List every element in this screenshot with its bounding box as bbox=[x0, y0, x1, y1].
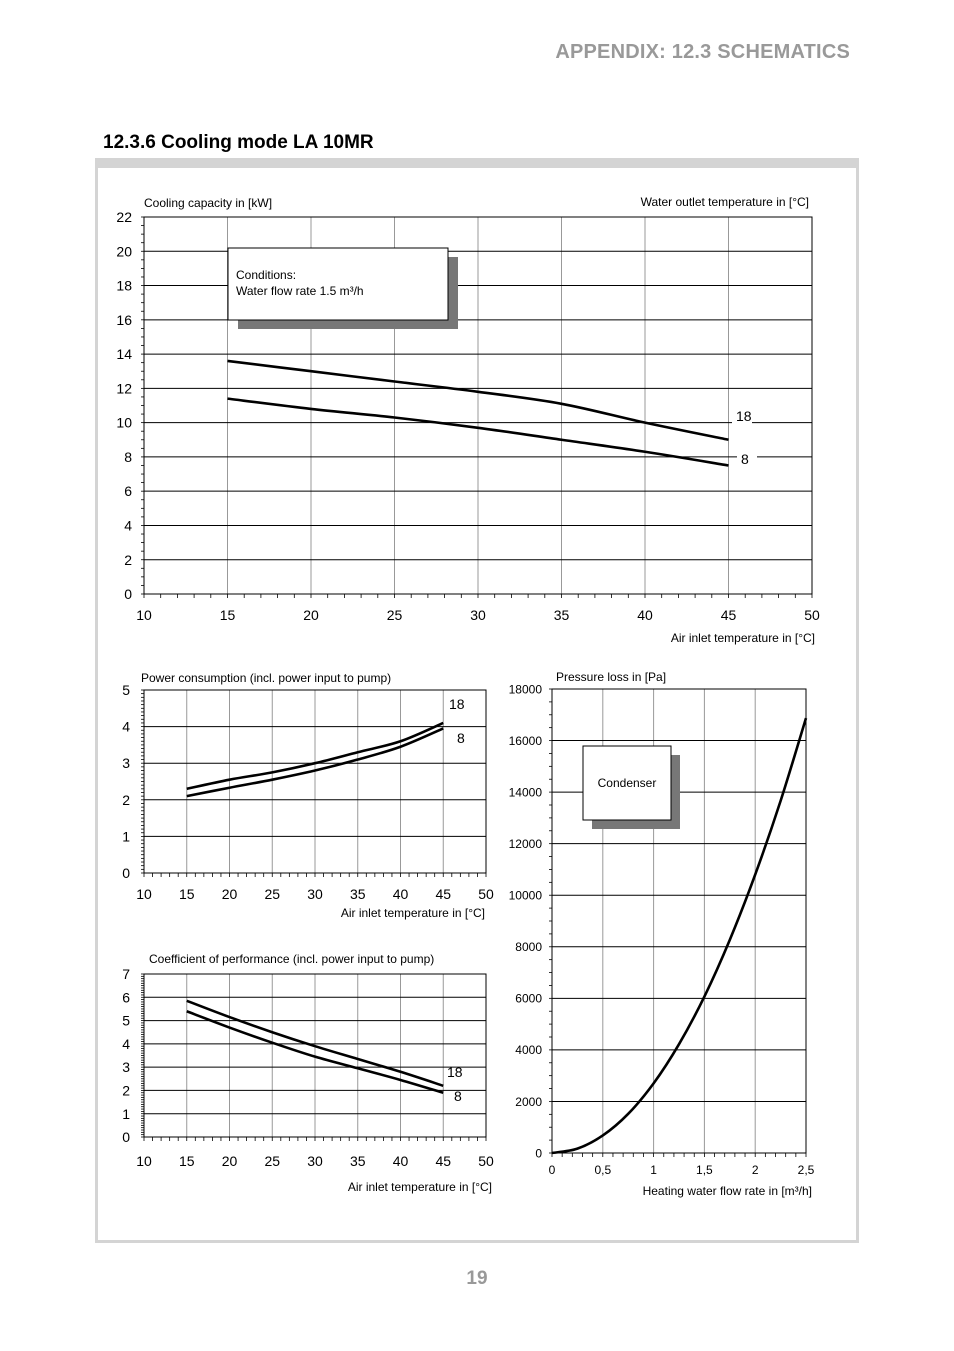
x-tick-label: 20 bbox=[303, 607, 319, 623]
y-tick-label: 2 bbox=[122, 791, 130, 808]
page-number: 19 bbox=[466, 1268, 488, 1289]
x-tick-label: 50 bbox=[804, 607, 820, 623]
y-tick-label: 4 bbox=[122, 1035, 130, 1052]
x-tick-label: 35 bbox=[553, 607, 570, 623]
x-tick-label: 2,5 bbox=[797, 1163, 815, 1177]
x-tick-label: 20 bbox=[221, 1153, 238, 1169]
series-label: 8 bbox=[454, 1088, 462, 1104]
y-tick-label: 6000 bbox=[515, 991, 542, 1006]
y-tick-label: 22 bbox=[116, 209, 132, 226]
y-tick-label: 14000 bbox=[508, 785, 542, 800]
y-tick-label: 0 bbox=[535, 1146, 542, 1161]
x-tick-label: 45 bbox=[435, 886, 452, 902]
y-tick-label: 0 bbox=[124, 586, 132, 603]
y-tick-label: 16 bbox=[116, 311, 132, 328]
x-tick-label: 10 bbox=[136, 886, 152, 902]
series-label: 18 bbox=[449, 696, 465, 712]
y-tick-label: 7 bbox=[122, 966, 130, 983]
x-tick-label: 10 bbox=[136, 1153, 152, 1169]
y-axis-label: Power consumption (incl. power input to pump) bbox=[141, 671, 392, 685]
y-tick-label: 5 bbox=[122, 1012, 130, 1029]
y-tick-label: 14 bbox=[116, 346, 132, 363]
x-tick-label: 10 bbox=[136, 607, 152, 623]
x-axis-label: Air inlet temperature in [°C] bbox=[670, 631, 815, 645]
x-tick-label: 15 bbox=[219, 607, 236, 623]
x-tick-label: 40 bbox=[637, 607, 653, 623]
x-tick-label: 35 bbox=[349, 886, 366, 902]
x-tick-label: 40 bbox=[392, 886, 409, 902]
note-text: Conditions: bbox=[236, 268, 297, 282]
y-tick-label: 0 bbox=[122, 1129, 130, 1146]
x-tick-label: 45 bbox=[720, 607, 737, 623]
legend-title: Water outlet temperature in [°C] bbox=[640, 195, 809, 209]
series-label: 18 bbox=[736, 408, 752, 424]
series-label: 8 bbox=[457, 730, 465, 746]
x-tick-label: 0 bbox=[548, 1163, 556, 1177]
appendix-header: APPENDIX: 12.3 SCHEMATICS bbox=[555, 41, 850, 63]
y-tick-label: 20 bbox=[116, 243, 132, 260]
y-tick-label: 5 bbox=[122, 682, 130, 699]
x-tick-label: 50 bbox=[478, 1153, 494, 1169]
y-tick-label: 4000 bbox=[515, 1043, 542, 1058]
y-tick-label: 1 bbox=[122, 828, 130, 845]
y-tick-label: 16000 bbox=[508, 733, 542, 748]
note-text: Water flow rate 1.5 m³/h bbox=[236, 284, 364, 298]
x-tick-label: 35 bbox=[349, 1153, 366, 1169]
y-tick-label: 12000 bbox=[508, 836, 542, 851]
y-axis-label: Pressure loss in [Pa] bbox=[556, 670, 667, 684]
y-tick-label: 2000 bbox=[515, 1094, 542, 1109]
y-tick-label: 12 bbox=[116, 380, 132, 397]
y-tick-label: 6 bbox=[122, 989, 130, 1006]
x-tick-label: 25 bbox=[264, 1153, 281, 1169]
series-label: 18 bbox=[447, 1064, 463, 1080]
series-label: 8 bbox=[741, 451, 749, 467]
y-tick-label: 8 bbox=[124, 448, 132, 465]
y-tick-label: 18000 bbox=[508, 682, 542, 697]
x-axis-label: Air inlet temperature in [°C] bbox=[340, 906, 485, 920]
y-tick-label: 2 bbox=[124, 551, 132, 568]
y-axis-label: Coefficient of performance (incl. power input to pump) bbox=[149, 952, 435, 966]
x-tick-label: 15 bbox=[178, 1153, 195, 1169]
x-tick-label: 25 bbox=[264, 886, 281, 902]
y-tick-label: 3 bbox=[122, 755, 130, 772]
x-tick-label: 15 bbox=[178, 886, 195, 902]
y-tick-label: 8000 bbox=[515, 940, 542, 955]
y-tick-label: 3 bbox=[122, 1059, 130, 1076]
y-tick-label: 10000 bbox=[508, 888, 542, 903]
y-tick-label: 6 bbox=[124, 483, 132, 500]
x-axis-label: Heating water flow rate in [m³/h] bbox=[642, 1184, 812, 1198]
x-tick-label: 20 bbox=[221, 886, 238, 902]
y-tick-label: 18 bbox=[116, 277, 132, 294]
x-tick-label: 1 bbox=[650, 1163, 657, 1177]
y-tick-label: 10 bbox=[116, 414, 132, 431]
x-axis-label: Air inlet temperature in [°C] bbox=[347, 1180, 492, 1194]
y-tick-label: 2 bbox=[122, 1082, 130, 1099]
x-tick-label: 30 bbox=[307, 886, 323, 902]
note-text: Condenser bbox=[597, 776, 657, 790]
y-axis-label: Cooling capacity in [kW] bbox=[144, 196, 273, 210]
y-tick-label: 4 bbox=[124, 517, 132, 534]
y-tick-label: 4 bbox=[122, 718, 130, 735]
x-tick-label: 50 bbox=[478, 886, 494, 902]
x-tick-label: 30 bbox=[307, 1153, 323, 1169]
x-tick-label: 25 bbox=[386, 607, 403, 623]
x-tick-label: 40 bbox=[392, 1153, 409, 1169]
x-tick-label: 0,5 bbox=[594, 1163, 612, 1177]
x-tick-label: 30 bbox=[470, 607, 486, 623]
y-tick-label: 0 bbox=[122, 865, 130, 882]
y-tick-label: 1 bbox=[122, 1105, 130, 1122]
section-title: 12.3.6 Cooling mode LA 10MR bbox=[103, 132, 374, 153]
x-tick-label: 1,5 bbox=[696, 1163, 713, 1177]
x-tick-label: 2 bbox=[751, 1163, 759, 1177]
x-tick-label: 45 bbox=[435, 1153, 452, 1169]
